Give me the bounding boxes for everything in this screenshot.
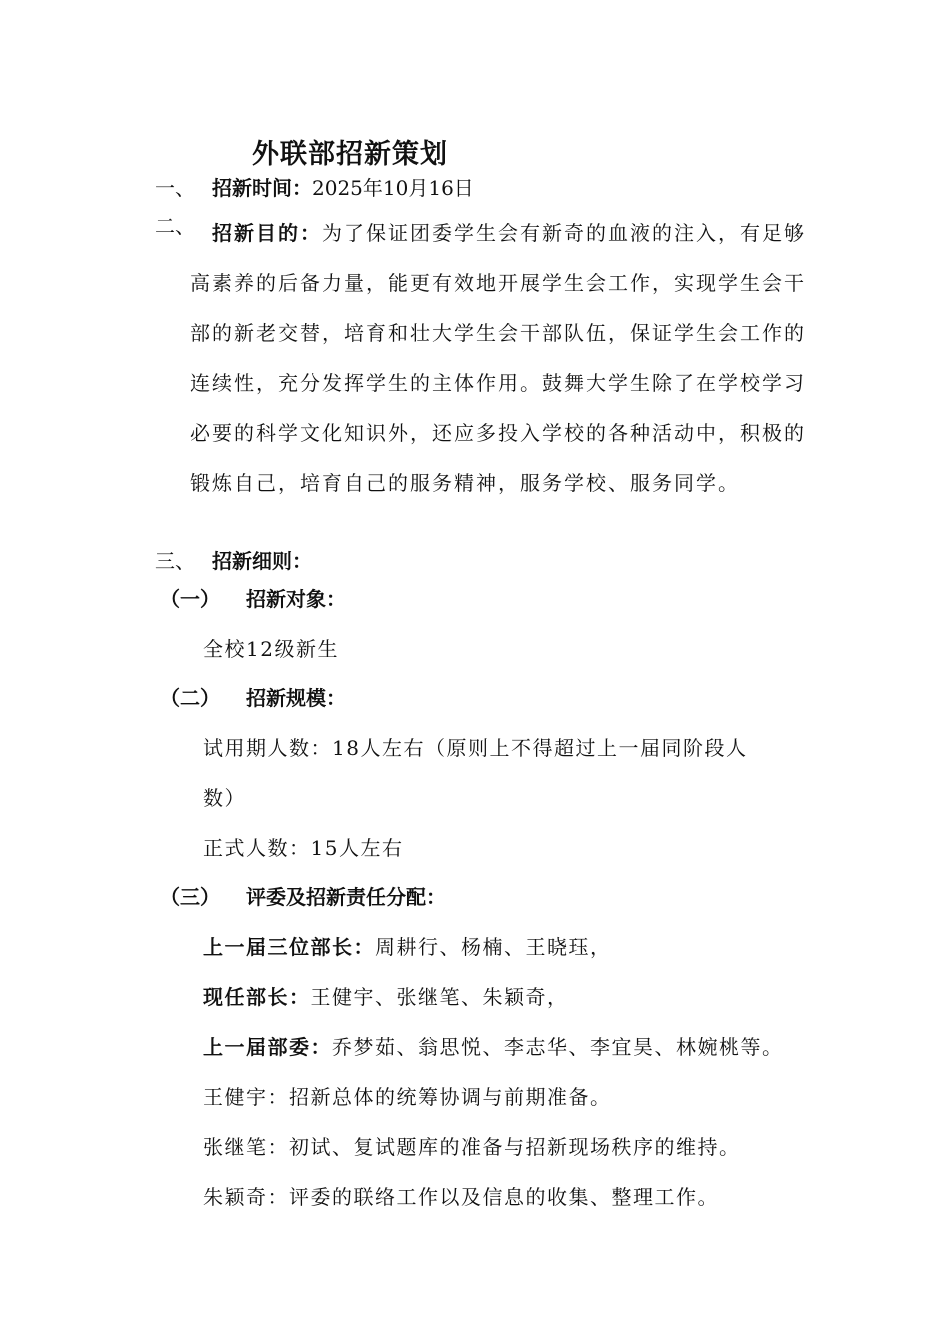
section-number: 二、 bbox=[155, 214, 195, 238]
section-number: 一、 bbox=[155, 176, 195, 200]
subsection-number: （三） bbox=[160, 885, 220, 909]
judge-label: 上一届三位部长： bbox=[203, 935, 375, 959]
scale-formal-line: 正式人数：15人左右 bbox=[203, 836, 404, 860]
judge-names: 周耕行、杨楠、王晓珏， bbox=[375, 935, 612, 959]
section-text: 2025年10月16日 bbox=[312, 176, 474, 200]
subsection-heading: 评委及招新责任分配： bbox=[246, 885, 446, 909]
judge-line bbox=[203, 935, 612, 959]
judge-label: 现任部长： bbox=[203, 985, 311, 1009]
judge-label: 上一届部委： bbox=[203, 1035, 332, 1059]
subsection-heading: 招新规模： bbox=[246, 686, 346, 710]
duty-line: 朱颖奇：评委的联络工作以及信息的收集、整理工作。 bbox=[203, 1185, 719, 1209]
judge-line bbox=[203, 985, 569, 1009]
section-heading: 招新时间： bbox=[212, 176, 312, 200]
section-heading: 招新目的： bbox=[212, 221, 322, 245]
judge-names: 王健宇、张继笔、朱颖奇， bbox=[310, 985, 569, 1009]
subsection-number: （一） bbox=[160, 587, 220, 611]
page-title: 外联部招新策划 bbox=[252, 139, 448, 170]
section-number: 三、 bbox=[155, 549, 195, 573]
scale-trial-line: 试用期人数：18人左右（原则上不得超过上一届同阶段人 bbox=[203, 736, 748, 760]
judge-names: 乔梦茹、翁思悦、李志华、李宜昊、林婉桃等。 bbox=[332, 1035, 784, 1059]
section-heading: 招新细则： bbox=[212, 549, 312, 573]
duty-line: 张继笔：初试、复试题库的准备与招新现场秩序的维持。 bbox=[203, 1135, 741, 1159]
judge-line bbox=[203, 1035, 784, 1059]
duty-line: 王健宇：招新总体的统筹协调与前期准备。 bbox=[203, 1085, 612, 1109]
section-paragraph bbox=[190, 208, 810, 508]
subsection-heading: 招新对象： bbox=[246, 587, 346, 611]
target-text: 全校12级新生 bbox=[203, 637, 339, 661]
section-text: 为了保证团委学生会有新奇的血液的注入，有足够高素养的后备力量，能更有效地开展学生会工作，实现学生会干部的新老交替，培育和壮大学生会干部队伍，保证学生会工作的连续性，充分发挥学生的主体作用。鼓舞大学生除了在学校学习必要的科学文化知识外，还应多投入学校的各种活动中，积极的锻炼自己，培育自己的服务精神，服务学校、服务同学。 bbox=[190, 221, 806, 495]
scale-trial-line: 数） bbox=[203, 786, 246, 810]
subsection-number: （二） bbox=[160, 686, 220, 710]
